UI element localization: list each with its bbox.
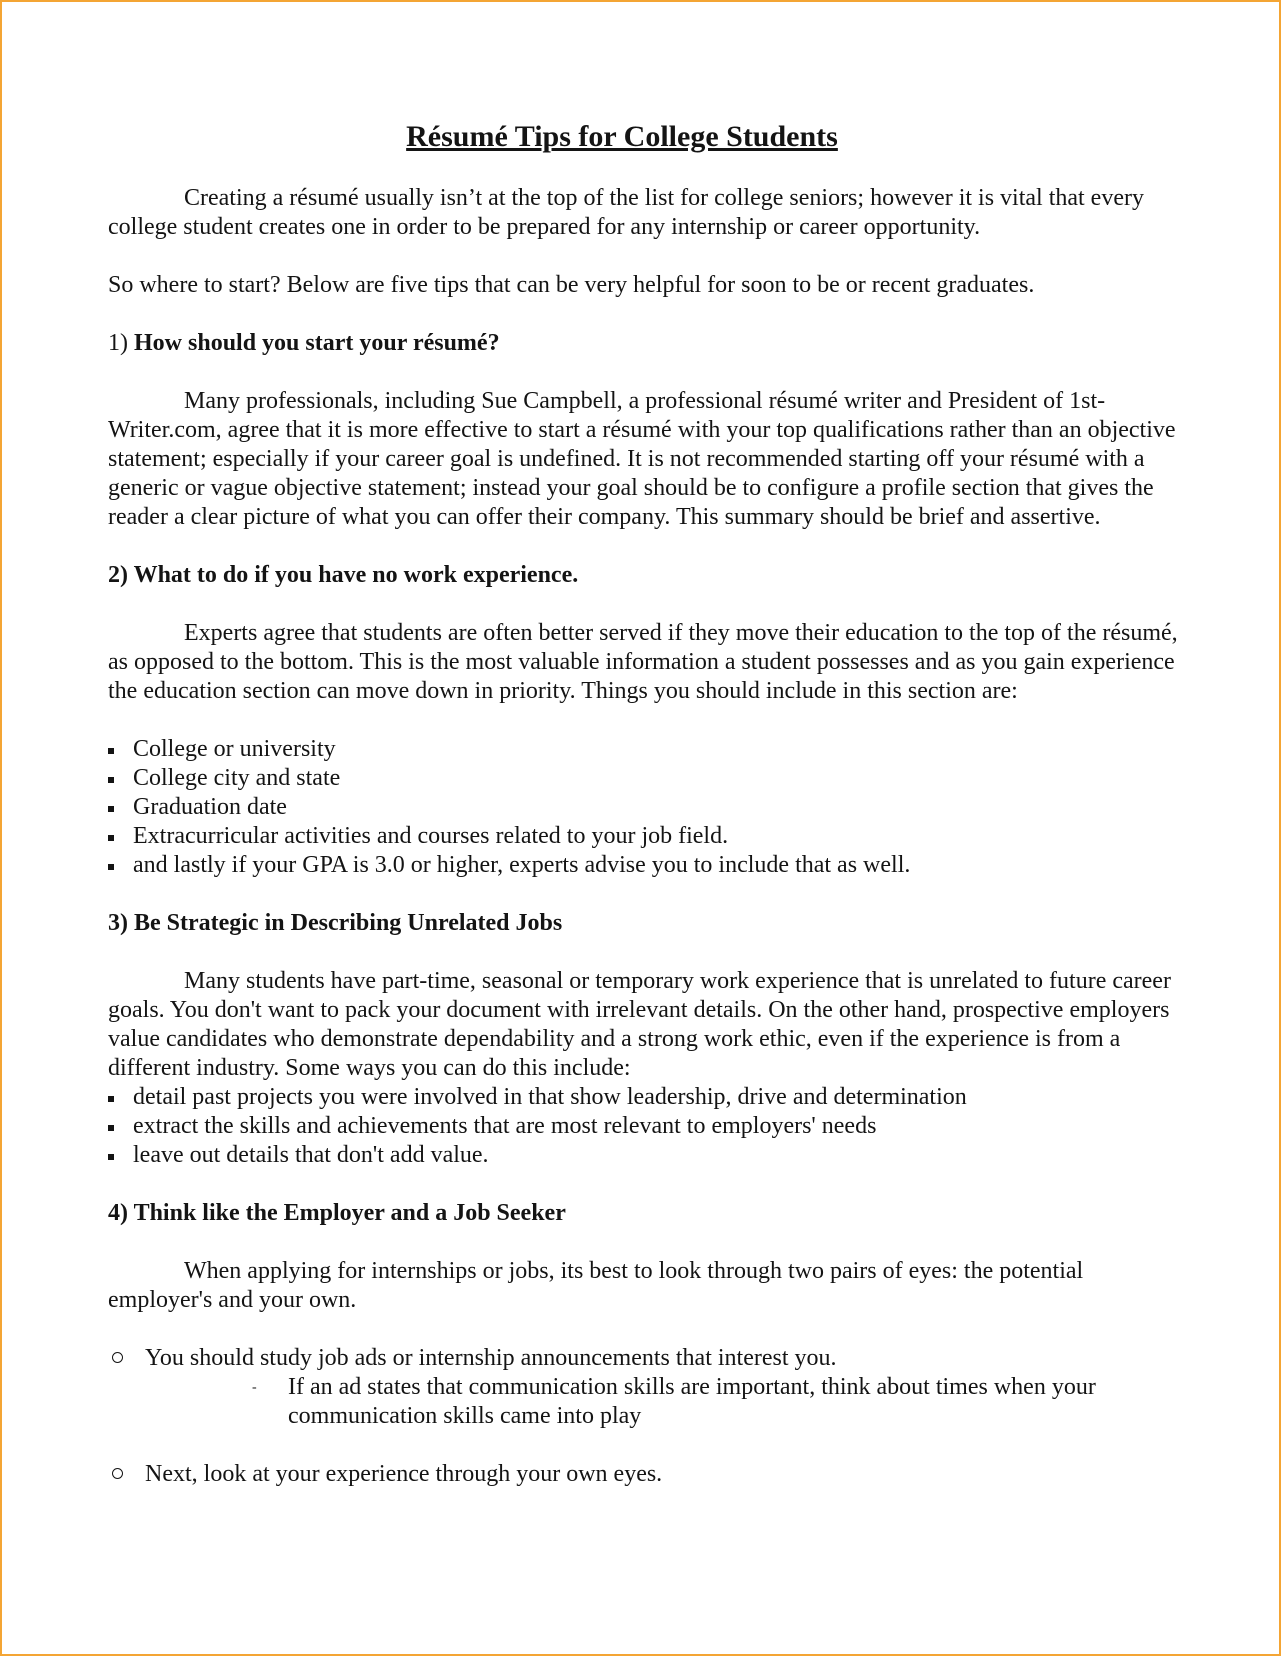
section-3-paragraph: Many students have part-time, seasonal or temporary work experience that is unrelated to future career goals. You don't want to pack your document with irrelevant details. On the other hand, prospective employers value candidates who demonstrate dependability and a strong work ethic, even if the experience is from a different industry. Some ways you can do this include: [108,968,1171,1081]
list-item [108,1083,1178,1112]
list-item-text: leave out details that don't add value. [133,1142,489,1168]
section-2-paragraph: Experts agree that students are often better served if they move their education to the top of the résumé, as opposed to the bottom. This is the most valuable information a student possesses and as you gain experience the education section can move down in priority. Things you should include in this section are: [108,620,1178,704]
dash-bullet-icon: - [252,1380,257,1395]
section-2-number: 2) [108,562,128,588]
circle-bullet-icon [112,1468,123,1479]
square-bullet-icon [108,777,114,783]
section-3-title: Be Strategic in Describing Unrelated Jobs [134,910,563,936]
list-item [108,735,1178,764]
square-bullet-icon [108,864,114,870]
section-4-title: Think like the Employer and a Job Seeker [133,1200,566,1226]
section-4-number: 4) [108,1200,128,1226]
section-4-heading [108,1199,1178,1228]
section-3-heading [108,909,1178,938]
list-item [108,1344,1178,1431]
circle-bullet-icon [112,1352,123,1363]
square-bullet-icon [108,1154,114,1160]
list-item [108,1112,1178,1141]
square-bullet-icon [108,748,114,754]
intro-question-paragraph: So where to start? Below are five tips that can be very helpful for soon to be or recent graduates. [108,272,1035,298]
section-4-paragraph: When applying for internships or jobs, its best to look through two pairs of eyes: the potential employer's and your own. [108,1258,1084,1313]
section-3-number: 3) [108,910,128,936]
list-item-text: College city and state [133,765,341,791]
list-item-text: detail past projects you were involved in that show leadership, drive and determination [133,1084,967,1110]
sub-list [145,1373,1178,1431]
list-item [108,1460,1178,1489]
list-item-text: College or university [133,736,336,762]
section-1-paragraph: Many professionals, including Sue Campbell, a professional résumé writer and President of 1st-Writer.com, agree that it is more effective to start a résumé with your top qualifications rather than an objective statement; especially if your career goal is undefined. It is not recommended starting off your résumé with a generic or vague objective statement; instead your goal should be to configure a profile section that gives the reader a clear picture of what you can offer their company. This summary should be brief and assertive. [108,388,1176,530]
list-item-text: extract the skills and achievements that are most relevant to employers' needs [133,1113,877,1139]
square-bullet-icon [108,1096,114,1102]
section-2-title: What to do if you have no work experience. [133,562,579,588]
square-bullet-icon [108,806,114,812]
list-item-text: Next, look at your experience through your own eyes. [145,1461,663,1487]
intro-paragraph: Creating a résumé usually isn’t at the top of the list for college seniors; however it is vital that every college student creates one in order to be prepared for any internship or career opportunity. [108,185,1144,240]
document-title: Résumé Tips for College Students [406,120,838,153]
section-2-heading [108,561,1178,590]
list-item-text: Graduation date [133,794,287,820]
list-item [108,793,1178,822]
list-item-text: Extracurricular activities and courses related to your job field. [133,823,729,849]
list-item-text: and lastly if your GPA is 3.0 or higher, experts advise you to include that as well. [133,852,911,878]
section-2-bullet-list [108,735,1178,880]
square-bullet-icon [108,1125,114,1131]
section-1-number: 1) [108,330,128,356]
section-4-circle-list [108,1344,1178,1489]
list-item [108,1141,1178,1170]
section-3-bullet-list [108,1083,1178,1170]
section-1-title: How should you start your résumé? [134,330,500,356]
list-item-text: You should study job ads or internship announcements that interest you. [145,1345,837,1371]
sub-list-item [252,1373,1178,1431]
document-body [108,118,1178,1518]
square-bullet-icon [108,835,114,841]
list-item [108,851,1178,880]
sub-list-item-text: If an ad states that communication skills are important, think about times when your communication skills came into play [288,1374,1096,1429]
section-1-heading [108,329,1178,358]
list-item [108,764,1178,793]
list-item [108,822,1178,851]
